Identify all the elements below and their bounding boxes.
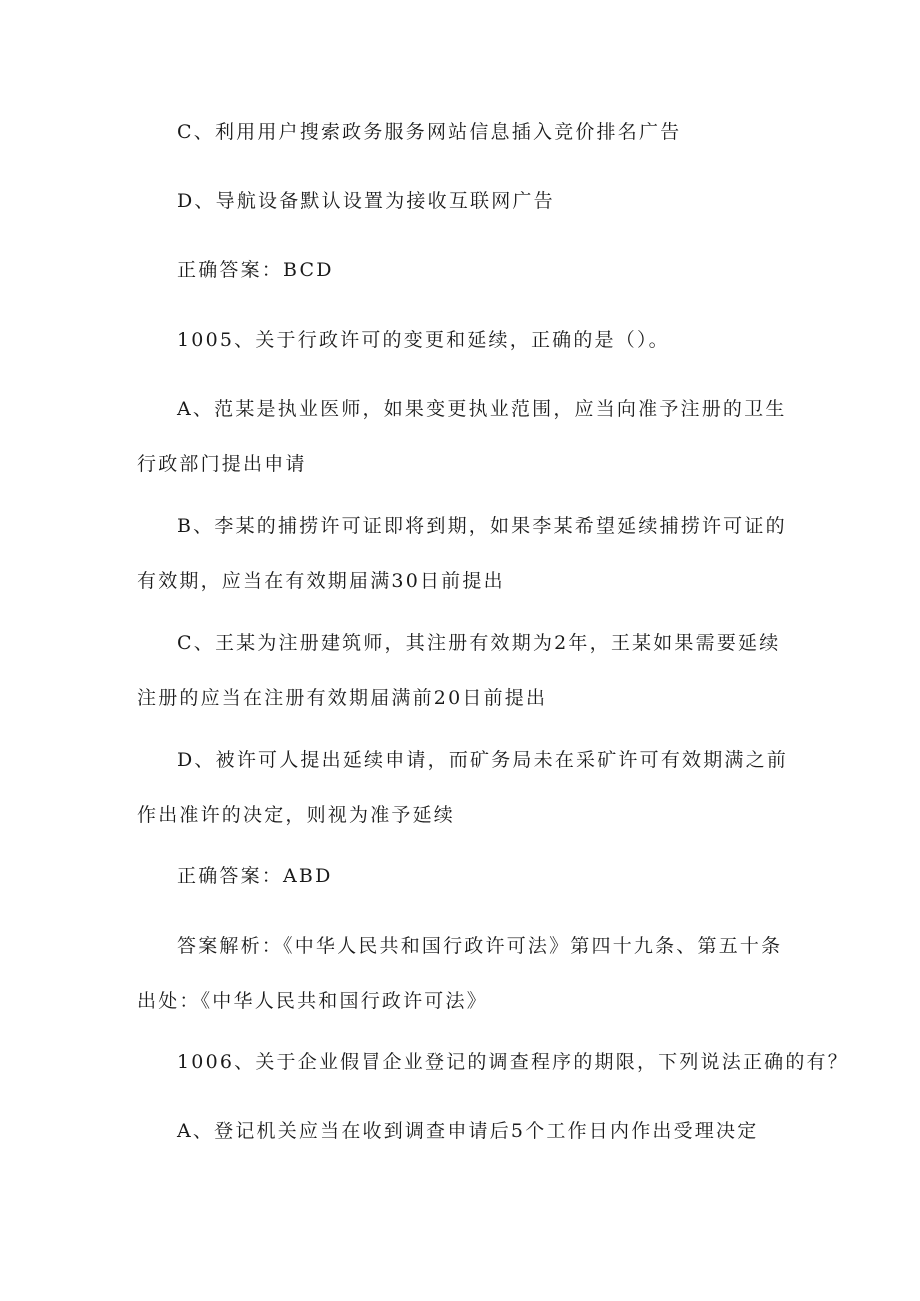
option-a-q1006: A、登记机关应当在收到调查申请后5个工作日内作出受理决定 [177, 1120, 759, 1142]
option-d-q1005: D、被许可人提出延续申请，而矿务局未在采矿许可有效期满之前作出准许的决定，则视为准予延续 [137, 749, 789, 826]
option-c-q1005: C、王某为注册建筑师，其注册有效期为2年，王某如果需要延续注册的应当在注册有效期届满前20日前提出 [137, 632, 781, 709]
answer-q1005: 正确答案：ABD [177, 865, 333, 887]
explanation-q1005: 答案解析：《中华人民共和国行政许可法》第四十九条、第五十条出处：《中华人民共和国行政许可法》 [137, 935, 783, 1012]
option-d-q1004: D、导航设备默认设置为接收互联网广告 [177, 190, 555, 212]
option-c-q1004: C、利用用户搜索政务服务网站信息插入竞价排名广告 [177, 121, 682, 143]
option-b-q1005: B、李某的捕捞许可证即将到期，如果李某希望延续捕捞许可证的有效期，应当在有效期届满30日前提出 [137, 515, 787, 592]
option-a-q1005: A、范某是执业医师，如果变更执业范围，应当向准予注册的卫生行政部门提出申请 [137, 398, 787, 475]
question-1005: 1005、关于行政许可的变更和延续，正确的是（）。 [177, 329, 670, 351]
question-1006: 1006、关于企业假冒企业登记的调查程序的期限，下列说法正确的有？ [177, 1051, 849, 1073]
answer-q1004: 正确答案：BCD [177, 259, 334, 281]
